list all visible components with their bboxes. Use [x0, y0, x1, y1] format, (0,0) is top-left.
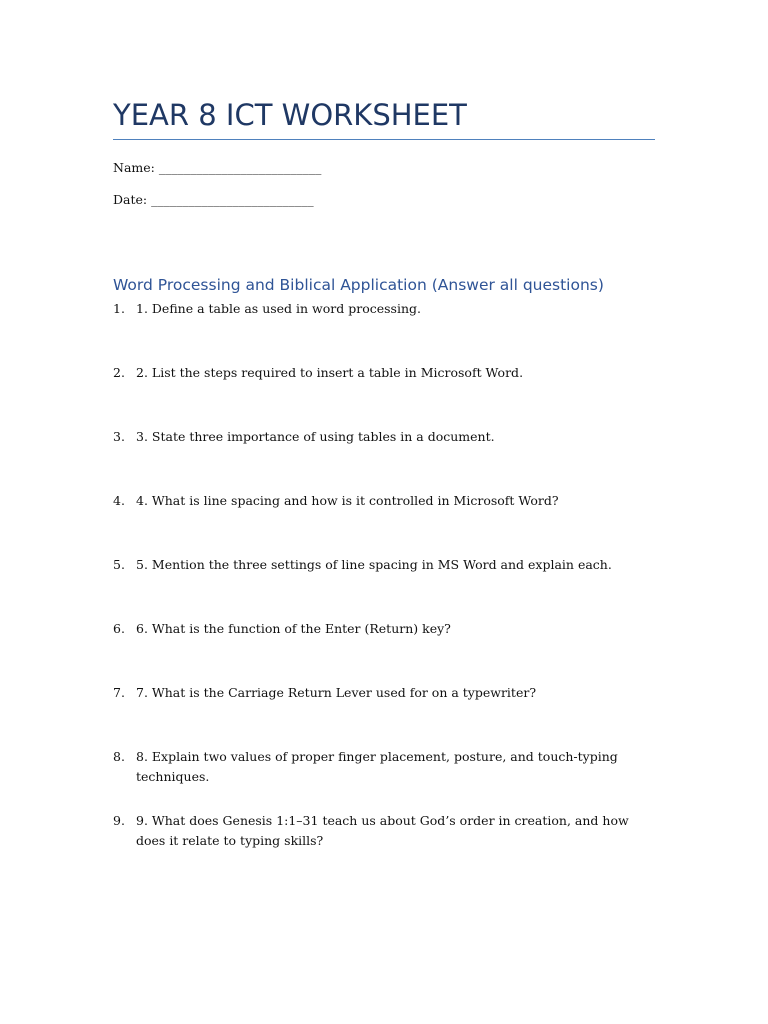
- question-number: 6.: [113, 621, 125, 636]
- question-text: 5. Mention the three settings of line spacing in MS Word and explain each.: [136, 557, 612, 572]
- question-item: [113, 683, 658, 747]
- question-text: 2. List the steps required to insert a table in Microsoft Word.: [136, 365, 524, 380]
- date-field: Date: __________________________: [113, 192, 314, 207]
- question-item: [113, 619, 658, 683]
- worksheet-title: YEAR 8 ICT WORKSHEET: [113, 98, 467, 132]
- question-number: 2.: [113, 365, 125, 380]
- question-item: [113, 811, 658, 875]
- question-number: 3.: [113, 429, 125, 444]
- question-item: [113, 299, 658, 363]
- question-number: 4.: [113, 493, 125, 508]
- question-number: 7.: [113, 685, 125, 700]
- section-heading: Word Processing and Biblical Application (Answer all questions): [113, 276, 604, 294]
- question-text: 7. What is the Carriage Return Lever used for on a typewriter?: [136, 685, 537, 700]
- question-item: [113, 363, 658, 427]
- question-item: [113, 427, 658, 491]
- question-item: [113, 747, 658, 811]
- question-number: 8.: [113, 749, 125, 764]
- question-text: 4. What is line spacing and how is it controlled in Microsoft Word?: [136, 493, 559, 508]
- question-number: 1.: [113, 301, 125, 316]
- question-item: [113, 491, 658, 555]
- question-text: 9. What does Genesis 1:1–31 teach us about God’s order in creation, and how does it relate to typing skills?: [136, 813, 629, 848]
- question-item: [113, 555, 658, 619]
- question-number: 9.: [113, 813, 125, 828]
- title-divider: [113, 139, 655, 140]
- question-number: 5.: [113, 557, 125, 572]
- name-field: Name: __________________________: [113, 160, 322, 175]
- question-text: 3. State three importance of using tables in a document.: [136, 429, 495, 444]
- question-text: 8. Explain two values of proper finger placement, posture, and touch-typing techniques.: [136, 749, 618, 784]
- question-list: [113, 299, 658, 875]
- question-text: 1. Define a table as used in word processing.: [136, 301, 421, 316]
- question-text: 6. What is the function of the Enter (Return) key?: [136, 621, 451, 636]
